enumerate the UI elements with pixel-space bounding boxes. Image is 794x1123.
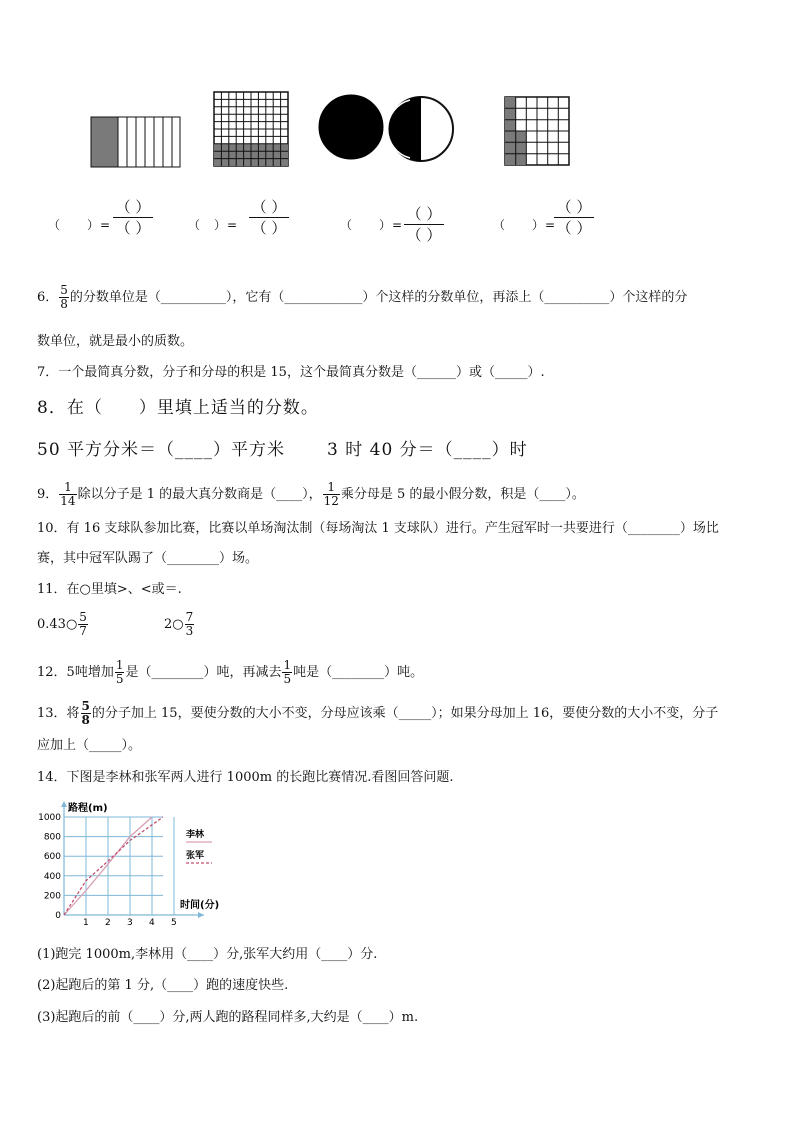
x-tick-label: 5: [171, 918, 177, 928]
y-axis-label: 路程(m): [68, 803, 108, 814]
legend-label: 李林: [186, 830, 205, 840]
question-6: [37, 284, 687, 311]
series-line-2: [64, 817, 163, 915]
question-number: 6．: [37, 290, 59, 305]
fraction-denominator: （ ）: [406, 226, 442, 244]
x-axis-label: 时间(分): [180, 900, 220, 911]
denominator: 8: [60, 297, 68, 311]
question-8-part2: 3 时 40 分＝（____）时: [327, 440, 528, 460]
fig3-fraction: [404, 204, 444, 245]
fraction-denominator: （ ）: [556, 219, 592, 237]
y-tick-label: 0: [55, 911, 61, 921]
question-12: [37, 659, 423, 686]
question-14-title: 14．下图是李林和张军两人进行 1000m 的长跑比赛情况.看图回答问题.: [37, 770, 454, 785]
denominator: 14: [60, 494, 76, 508]
question-10-cont: 赛，其中冠军队踢了（________）场。: [37, 551, 259, 566]
y-tick-label: 1000: [38, 813, 61, 823]
numerator: 1: [323, 481, 340, 495]
denominator: 7: [79, 624, 87, 638]
denominator: 3: [185, 624, 194, 638]
compare-left: 0.43○: [37, 617, 78, 632]
chart-grid: [64, 817, 174, 915]
fig4-fraction: [554, 197, 594, 238]
question-11-a: [37, 611, 89, 638]
question-text-3: 吨是（________）吨。: [293, 665, 424, 680]
figure-grid-36: [505, 97, 569, 165]
x-axis-arrow: [198, 912, 204, 918]
denominator: 8: [81, 713, 90, 727]
question-14-sub3: (3)起跑后的前（____）分,两人跑的路程同样多,大约是（____）m.: [37, 1010, 419, 1025]
y-tick-label: 400: [43, 871, 61, 882]
fig1-answer: （ ）=: [48, 218, 112, 232]
fraction-numerator: （ ）: [554, 197, 594, 218]
fraction-denominator: （ ）: [115, 219, 151, 237]
fraction-1-14: [59, 481, 76, 508]
compare-left: 2○: [164, 617, 184, 632]
chart-ticks: [38, 813, 177, 928]
fraction-1-5: [282, 659, 292, 686]
y-tick-label: 800: [43, 832, 61, 843]
numerator: 1: [283, 658, 292, 672]
numerator: 5: [79, 610, 87, 624]
question-text: 12．5吨增加: [37, 665, 114, 680]
question-6-cont: 数单位，就是最小的质数。: [37, 334, 194, 349]
x-tick-label: 3: [127, 918, 133, 928]
fraction-denominator: （ ）: [251, 219, 287, 237]
y-tick-label: 600: [43, 852, 61, 863]
figure-grid-100: [214, 92, 288, 166]
question-text-2: 乘分母是 5 的最小假分数，积是（____）。: [340, 487, 585, 502]
fraction-numerator: （ ）: [404, 204, 444, 225]
legend-label: 张军: [186, 851, 205, 861]
fraction-1-12: [323, 481, 340, 508]
question-8-title: 8．在（ ）里填上适当的分数。: [37, 398, 319, 418]
y-axis-arrow: [61, 801, 67, 807]
fraction-5-8: [59, 284, 69, 311]
numerator: 1: [115, 658, 124, 672]
question-text: 除以分子是 1 的最大真分数商是（____），: [77, 487, 322, 502]
chart-series: [64, 817, 163, 915]
numerator: 7: [185, 610, 194, 624]
fraction-5-7: [78, 611, 88, 638]
question-13: [37, 700, 718, 727]
fig2-answer: （ ）=: [188, 218, 239, 232]
fig1-fraction: [113, 197, 153, 238]
question-8-part1: 50 平方分米＝（____）平方米: [37, 440, 286, 460]
figure-strips: [91, 117, 180, 167]
fraction-figures: [0, 80, 794, 175]
fraction-numerator: （ ）: [249, 197, 289, 218]
numerator: 5: [81, 699, 90, 713]
chart-legend: [185, 828, 212, 863]
question-number: 9．: [37, 487, 59, 502]
denominator: 12: [323, 494, 339, 508]
fraction-1-5: [115, 659, 125, 686]
question-text-2: 的分子加上 15，要使分数的大小不变，分母应该乘（_____）；如果分母加上 16，要使分数的大小不变，分子: [91, 706, 719, 721]
denominator: 5: [115, 672, 124, 686]
x-tick-label: 2: [105, 918, 111, 928]
question-9: [37, 481, 585, 508]
question-text-2: 是（________）吨，再减去: [125, 665, 282, 680]
fig2-fraction: [249, 197, 289, 238]
figure-circles: [319, 95, 453, 161]
fig4-answer: （ ）=: [493, 218, 557, 232]
question-14-sub2: (2)起跑后的第 1 分,（____）跑的速度快些.: [37, 978, 289, 993]
question-11-b: [164, 611, 195, 638]
x-tick-label: 4: [149, 918, 155, 928]
numerator: 5: [60, 283, 68, 297]
question-14-sub1: (1)跑完 1000m,李林用（____）分,张军大约用（____）分.: [37, 947, 378, 962]
y-tick-label: 200: [43, 891, 61, 902]
fraction-numerator: （ ）: [113, 197, 153, 218]
fraction-5-8: [81, 700, 91, 727]
question-7: 7．一个最简真分数，分子和分母的积是 15，这个最简真分数是（______）或（_____）.: [37, 365, 545, 380]
race-line-chart: [30, 795, 250, 930]
question-11-title: 11．在○里填>、<或＝.: [37, 582, 182, 597]
fig3-answer: （ ）=: [340, 218, 404, 232]
question-text: 13．将: [37, 706, 80, 721]
x-tick-label: 1: [83, 918, 89, 928]
question-10: 10．有 16 支球队参加比赛，比赛以单场淘汰制（每场淘汰 1 支球队）进行。产生冠军时一共要进行（________）场比: [37, 521, 719, 536]
question-13-cont: 应加上（_____）。: [37, 738, 142, 753]
question-text: 的分数单位是（__________），它有（____________）个这样的分数单位，再添上（__________）个这样的分: [69, 290, 688, 305]
numerator: 1: [59, 481, 76, 495]
fraction-7-3: [185, 611, 195, 638]
denominator: 5: [283, 672, 292, 686]
